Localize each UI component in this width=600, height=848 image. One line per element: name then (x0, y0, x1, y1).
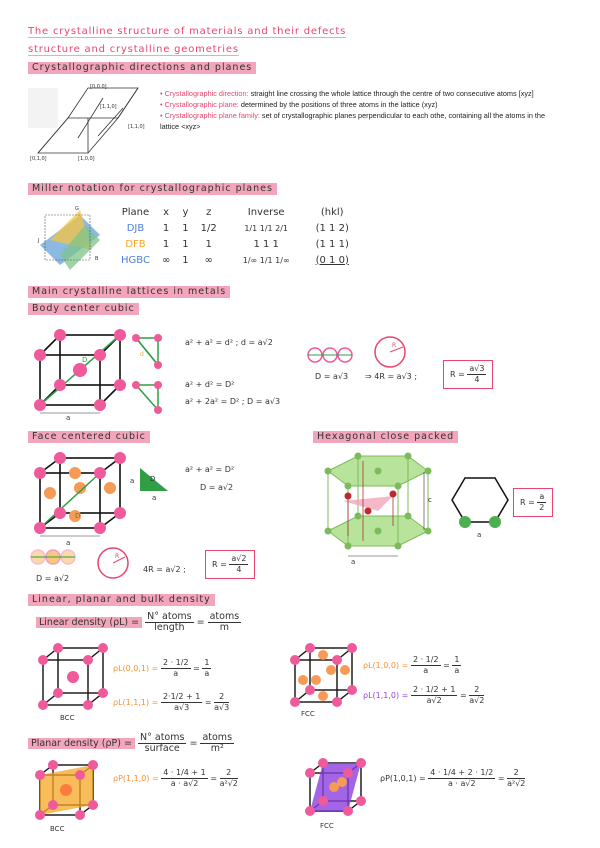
bcc-planar-eq: ρP(1,1,0) = $\frac{4 \cdot 1/4 + 1}{a \cdot a√2}$ = $\frac{2}{\text{a²√2}}$ (113, 768, 238, 788)
bcc-eq2: a² + d² = D² (185, 380, 235, 389)
main-heading: The crystalline structure of materials and their defects (28, 26, 347, 37)
fcc-eq4: 4R = a√2 ; (143, 565, 186, 574)
fcc-planar-num: 4 · 1/4 + 2 · 1/2 (430, 768, 494, 777)
cell-y: 1 (182, 238, 189, 250)
cell-inverse: 1/1 1/1 2/1 (244, 223, 289, 233)
fcc-planar-eq: ρP(1,0,1) = $\frac{4 \cdot 1/4 + 2 \cdot 1/2}{a \cdot a√2}$ = $\frac{2}{\text{a²√2}}$ (380, 768, 526, 788)
table-row (115, 220, 355, 236)
table-row (115, 252, 355, 268)
definition-family (160, 110, 560, 132)
hcp-diagram (313, 446, 433, 566)
linear-density-formula: Linear density (ρL) = $\frac{\text{N° atoms}}{\text{length}}$ = $\frac{\text{atoms}}{m}$ (36, 612, 241, 633)
cell-hkl: (1 1 1) (315, 238, 349, 250)
bcc-linear-eq2: ρL(1,1,1) = $\frac{2\cdot 1/2 + 1}{a√3}$ = $\frac{2}{a√3}$ (113, 692, 230, 712)
cell-z: 1/2 (200, 222, 217, 234)
fcc-planar-lhs: ρP(1,0,1) = (380, 774, 426, 783)
cell-y: 1 (182, 254, 189, 266)
header-z: z (206, 206, 212, 218)
fcc-linear-diagram (283, 640, 363, 720)
fcc-eq1: a² + a² = D² (185, 465, 235, 474)
linear-num1: N° atoms (147, 611, 192, 622)
cell-inverse: 1 1 1 (253, 238, 279, 250)
header-x: x (163, 206, 170, 218)
fcc-radius-den: 4 (236, 565, 242, 574)
bcc-eq4: D = a√3 (315, 372, 349, 381)
fcc-eq3: D = a√2 (36, 574, 70, 583)
fcc-radius-lhs: R = (212, 560, 227, 569)
svg-text:D: D (150, 475, 156, 483)
planar-den1: surface (144, 743, 180, 754)
fcc-linear-eq1-rnum: 1 (454, 655, 460, 664)
fcc-linear-eq2-rden: a√2 (469, 696, 485, 705)
miller-table (115, 204, 355, 268)
planar-num2: atoms (202, 732, 233, 743)
planar-density-formula: Planar density (ρP) = $\frac{\text{N° atoms}}{\text{surface}}$ = $\frac{\text{atoms}}{\text{m²}}$ (28, 733, 234, 754)
svg-text:a: a (477, 531, 482, 539)
cell-y: 1 (182, 222, 189, 234)
bcc-radius-num: a√3 (469, 364, 485, 373)
linear-num2: atoms (209, 611, 240, 622)
lattice-directions-diagram (28, 78, 148, 163)
header-hkl: (hkl) (320, 206, 344, 218)
hcp-a-label: a (351, 558, 356, 566)
bcc-d-label: d (140, 351, 144, 358)
hcp-radius-box (513, 488, 553, 517)
planar-num1: N° atoms (140, 732, 185, 743)
hcp-title: Hexagonal close packed (313, 431, 458, 443)
bcc-linear-eq1-den: a (173, 669, 179, 678)
fcc-planar-label: FCC (320, 822, 334, 830)
fcc-planar-diagram (298, 758, 373, 833)
bcc-linear-eq1-lhs: ρL(0,0,1) = (113, 664, 159, 673)
fcc-linear-label: FCC (301, 710, 315, 718)
bcc-planar-rden: a²√2 (219, 779, 238, 788)
fcc-radius-box (205, 550, 255, 579)
cell-z: ∞ (204, 254, 213, 266)
svg-text:a: a (130, 477, 135, 485)
fcc-linear-eq1-den: a (423, 666, 429, 675)
fcc-planar-den: a · a√2 (447, 779, 476, 788)
fcc-radius-num: a√2 (231, 554, 247, 563)
fcc-planar-rnum: 2 (507, 768, 525, 779)
bcc-planar-lhs: ρP(1,1,0) = (113, 774, 159, 783)
bcc-linear-eq1-rden: a (204, 669, 210, 678)
bcc-radius-circle-icon (370, 335, 410, 370)
table-row (115, 236, 355, 252)
hcp-radius-den: 2 (539, 503, 545, 512)
hcp-radius-lhs: R = (520, 498, 535, 507)
fcc-linear-eq1-num: 2 · 1/2 (412, 655, 439, 664)
header-inverse: Inverse (247, 206, 285, 218)
cell-plane: HGBC (121, 254, 150, 266)
bcc-linear-eq1-rnum: 1 (204, 658, 210, 667)
bcc-eq5: ⇒ 4R = a√3 ; (365, 372, 418, 381)
definition-text: straight line crossing the whole lattice through the centre of two consecutive atoms [xyz] (248, 89, 534, 98)
fcc-eq2: D = a√2 (200, 483, 234, 492)
fcc-linear-eq2: ρL(1,1,0) = $\frac{2 \cdot 1/2 + 1}{a√2}$ = $\frac{2}{a√2}$ (363, 685, 485, 705)
fcc-linear-eq1: ρL(1,0,0) = $\frac{2 \cdot 1/2}{a}$ = $\frac{1}{a}$ (363, 655, 460, 675)
bcc-linear-eq1: ρL(0,0,1) = $\frac{2 \cdot 1/2}{a}$ = $\frac{1}{a}$ (113, 658, 210, 678)
cell-x: ∞ (161, 254, 171, 266)
table-header-row (115, 204, 355, 220)
bcc-linear-eq2-den: a√3 (174, 703, 190, 712)
bcc-planar-rnum: 2 (220, 768, 238, 779)
svg-text:J: J (38, 238, 40, 244)
definitions-list (160, 88, 560, 132)
bcc-radius-box (443, 360, 493, 389)
fcc-linear-eq2-num: 2 · 1/2 + 1 (412, 685, 456, 694)
bcc-planar-label: BCC (50, 825, 65, 833)
svg-text:B: B (95, 256, 99, 262)
linear-density-label: Linear density (ρL) = (36, 617, 142, 628)
linear-den2: m (219, 622, 230, 633)
bcc-linear-eq1-num: 2 · 1/2 (162, 658, 189, 667)
miller-planes-diagram (30, 200, 115, 275)
bcc-linear-eq2-num: 2·1/2 + 1 (162, 692, 201, 701)
fcc-linear-eq1-rden: a (454, 666, 460, 675)
bcc-planar-diagram (28, 760, 108, 835)
section-lattices-title: Main crystalline lattices in metals (28, 286, 230, 298)
bcc-radius-den: 4 (474, 375, 480, 384)
definition-text: set of crystallographic planes perpendicular to each othe, containing all the atoms in the lattice <xyz> (160, 111, 546, 131)
bcc-linear-eq2-rnum: 2 (214, 692, 229, 703)
svg-text:a: a (152, 494, 157, 502)
cell-hkl: (1 1 2) (315, 222, 349, 234)
svg-text:[1,1,0]: [1,1,0] (128, 124, 145, 130)
fcc-linear-eq2-lhs: ρL(1,1,0) = (363, 691, 409, 700)
bcc-radius-lhs: R = (450, 370, 465, 379)
svg-text:R: R (392, 342, 397, 349)
hcp-hexagon-diagram (450, 470, 510, 540)
sub-heading: structure and crystalline geometries (28, 44, 239, 55)
bcc-title: Body center cubic (28, 303, 139, 315)
definition-key: • Crystallographic plane family: (160, 111, 260, 120)
bcc-D-label: D (82, 356, 88, 364)
svg-text:[1,1,0]: [1,1,0] (100, 104, 117, 110)
bcc-atoms-row-icon (305, 345, 355, 365)
cell-hkl: (0 1 0) (315, 254, 349, 266)
svg-text:[0,0,0]: [0,0,0] (90, 84, 107, 90)
bcc-planar-den: a · a√2 (170, 779, 199, 788)
cell-inverse: 1/∞ 1/1 1/∞ (242, 255, 290, 265)
bcc-eq3: a² + 2a² = D² ; D = a√3 (185, 397, 281, 406)
section-directions-title: Crystallographic directions and planes (28, 62, 256, 74)
lattice-plane-top (68, 88, 138, 118)
svg-text:[1,0,0]: [1,0,0] (78, 156, 95, 162)
definition-plane (160, 99, 560, 110)
fcc-a-label: a (66, 539, 71, 547)
linear-den1: length (154, 622, 185, 633)
hcp-c-dimension (420, 470, 440, 535)
definition-key: • Crystallographic plane: (160, 100, 239, 109)
definition-text: determined by the positions of three atoms in the lattice (xyz) (238, 100, 438, 109)
hcp-c-label: c (428, 496, 432, 504)
cell-plane: DFB (125, 238, 146, 250)
fcc-linear-eq2-rnum: 2 (469, 685, 484, 696)
planar-density-label: Planar density (ρP) = (28, 738, 135, 749)
svg-text:[0,1,0]: [0,1,0] (30, 156, 47, 162)
bcc-linear-label: BCC (60, 714, 75, 722)
bcc-linear-eq2-lhs: ρL(1,1,1) = (113, 698, 159, 707)
fcc-triangle-diagram (128, 463, 178, 503)
bcc-triangles-diagram (128, 330, 168, 415)
fcc-R-label: R (115, 553, 120, 560)
bcc-a-label: a (66, 414, 71, 420)
fcc-cube-diagram (20, 448, 130, 548)
cell-x: 1 (162, 222, 170, 234)
bcc-linear-diagram (28, 640, 113, 725)
cell-z: 1 (205, 238, 212, 250)
fcc-title: Face centered cubic (28, 431, 150, 443)
cell-plane: DJB (126, 222, 145, 234)
svg-text:G: G (75, 206, 79, 212)
fcc-radius-circle-icon (95, 545, 131, 581)
hcp-radius-num: a (539, 492, 545, 501)
definition-key: • Crystallographic direction: (160, 89, 249, 98)
bcc-linear-eq2-rden: a√3 (214, 703, 230, 712)
zigzag-pattern (28, 88, 58, 128)
fcc-linear-eq1-lhs: ρL(1,0,0) = (363, 661, 409, 670)
header-y: y (182, 206, 189, 218)
bcc-eq1: a² + a² = d² ; d = a√2 (185, 338, 273, 347)
fcc-linear-eq2-den: a√2 (426, 696, 442, 705)
bcc-planar-num: 4 · 1/4 + 1 (163, 768, 206, 777)
fcc-D-label: D (75, 512, 81, 520)
bcc-cube-diagram (20, 320, 130, 420)
fcc-planar-rden: a²√2 (507, 779, 526, 788)
definition-direction (160, 88, 560, 99)
planar-den2: m² (210, 743, 224, 754)
cell-x: 1 (162, 238, 170, 250)
header-plane: Plane (121, 206, 150, 218)
fcc-atoms-row-icon (28, 547, 78, 567)
section-miller-title: Miller notation for crystallographic planes (28, 183, 277, 195)
section-density-title: Linear, planar and bulk density (28, 594, 215, 606)
